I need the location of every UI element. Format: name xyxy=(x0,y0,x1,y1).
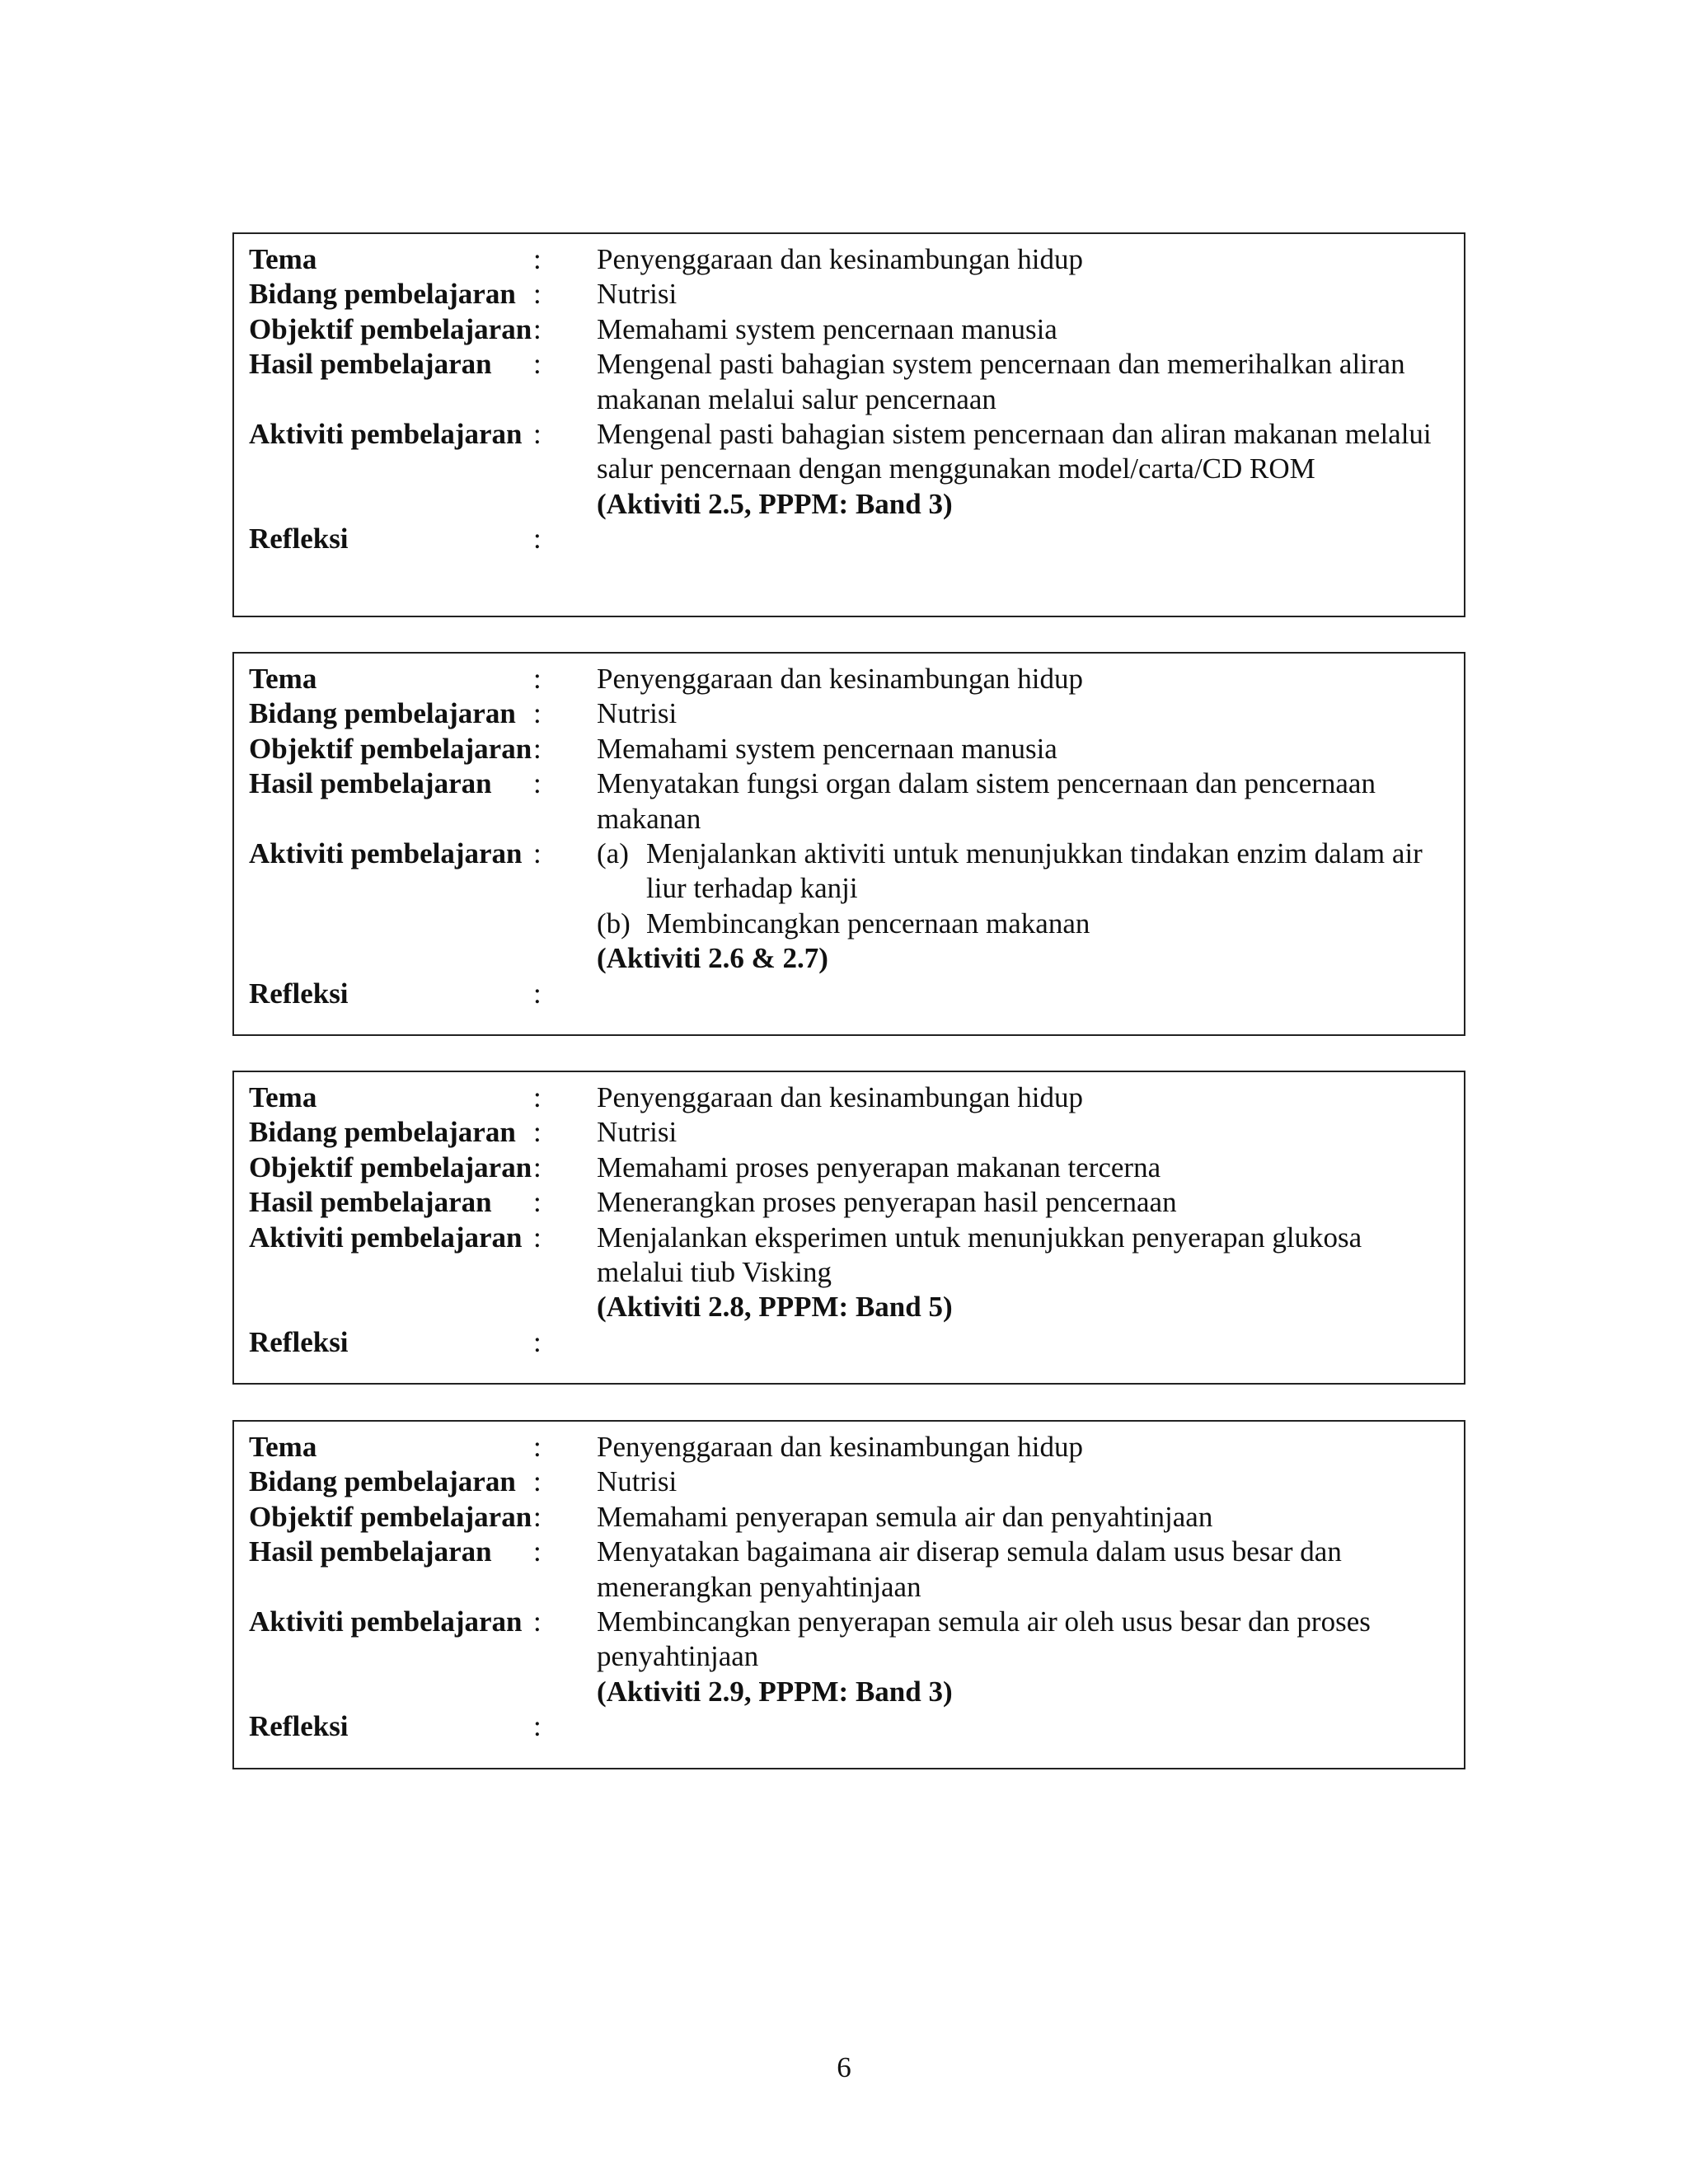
aktiviti-text: Mengenal pasti bahagian sistem pencernaan dan aliran makanan melalui salur pencernaan dengan menggunakan model/carta/CD ROM xyxy=(597,418,1432,485)
value-objektif: Memahami system pencernaan manusia xyxy=(597,312,1057,345)
label-hasil: Hasil pembelajaran xyxy=(249,1186,492,1219)
colon: : xyxy=(533,523,542,555)
label-hasil: Hasil pembelajaran xyxy=(249,1535,492,1568)
value-bidang: Nutrisi xyxy=(597,278,678,311)
colon: : xyxy=(533,1465,542,1498)
label-bidang: Bidang pembelajaran xyxy=(249,1465,516,1498)
value-tema: Penyenggaraan dan kesinambungan hidup xyxy=(597,243,1083,275)
colon: : xyxy=(533,1151,542,1183)
row-bidang xyxy=(249,1115,1451,1150)
colon: : xyxy=(533,1431,542,1463)
row-bidang xyxy=(249,696,1451,731)
colon: : xyxy=(533,1535,542,1568)
lesson-box-3 xyxy=(232,1071,1465,1385)
value-aktiviti xyxy=(597,1221,1451,1325)
row-bidang xyxy=(249,277,1451,312)
colon: : xyxy=(533,1710,542,1743)
label-hasil: Hasil pembelajaran xyxy=(249,348,492,381)
row-objektif xyxy=(249,1500,1451,1535)
colon: : xyxy=(533,243,542,275)
value-hasil: Menyatakan fungsi organ dalam sistem pencernaan dan pencernaan makanan xyxy=(597,767,1376,835)
value-refleksi xyxy=(597,977,1451,1011)
value-refleksi xyxy=(597,522,1451,556)
label-aktiviti: Aktiviti pembelajaran xyxy=(249,418,523,451)
value-hasil: Menerangkan proses penyerapan hasil pencernaan xyxy=(597,1186,1177,1219)
item-text: Membincangkan pencernaan makanan xyxy=(646,907,1090,940)
aktiviti-reference: (Aktiviti 2.6 & 2.7) xyxy=(597,942,828,975)
colon: : xyxy=(533,278,542,311)
row-hasil xyxy=(249,766,1451,837)
row-tema xyxy=(249,662,1451,696)
value-tema: Penyenggaraan dan kesinambungan hidup xyxy=(597,663,1083,695)
label-bidang: Bidang pembelajaran xyxy=(249,278,516,311)
aktiviti-reference: (Aktiviti 2.8, PPPM: Band 5) xyxy=(597,1291,953,1324)
label-tema: Tema xyxy=(249,243,317,275)
label-objektif: Objektif pembelajaran xyxy=(249,1151,532,1183)
colon: : xyxy=(533,767,542,800)
value-bidang: Nutrisi xyxy=(597,697,678,730)
colon: : xyxy=(533,1081,542,1113)
colon: : xyxy=(533,1186,542,1219)
item-marker: (b) xyxy=(597,907,631,940)
row-refleksi xyxy=(249,1325,1451,1360)
aktiviti-text: Membincangkan penyerapan semula air oleh usus besar dan proses penyahtinjaan xyxy=(597,1605,1371,1673)
label-refleksi: Refleksi xyxy=(249,1325,349,1358)
row-refleksi xyxy=(249,522,1451,556)
colon: : xyxy=(533,1221,542,1254)
label-refleksi: Refleksi xyxy=(249,1710,349,1743)
value-bidang: Nutrisi xyxy=(597,1465,678,1498)
label-bidang: Bidang pembelajaran xyxy=(249,1116,516,1149)
value-refleksi xyxy=(597,1709,1451,1744)
label-tema: Tema xyxy=(249,663,317,695)
value-aktiviti xyxy=(597,1605,1451,1709)
colon: : xyxy=(533,418,542,451)
lesson-box-1 xyxy=(232,232,1465,617)
row-tema xyxy=(249,1430,1451,1465)
item-text: Menjalankan aktiviti untuk menunjukkan tindakan enzim dalam air liur terhadap kanji xyxy=(646,837,1423,905)
aktiviti-reference: (Aktiviti 2.9, PPPM: Band 3) xyxy=(597,1675,953,1708)
value-aktiviti xyxy=(597,417,1451,522)
label-refleksi: Refleksi xyxy=(249,977,349,1010)
row-tema xyxy=(249,242,1451,277)
label-tema: Tema xyxy=(249,1431,317,1463)
row-bidang xyxy=(249,1465,1451,1499)
value-aktiviti xyxy=(597,837,1451,977)
label-aktiviti: Aktiviti pembelajaran xyxy=(249,837,523,870)
label-refleksi: Refleksi xyxy=(249,523,349,555)
aktiviti-item xyxy=(597,837,1451,907)
row-aktiviti xyxy=(249,1221,1451,1325)
colon: : xyxy=(533,1500,542,1533)
value-objektif: Memahami penyerapan semula air dan penyahtinjaan xyxy=(597,1500,1213,1533)
row-objektif xyxy=(249,312,1451,347)
value-tema: Penyenggaraan dan kesinambungan hidup xyxy=(597,1081,1083,1113)
item-marker: (a) xyxy=(597,837,629,870)
colon: : xyxy=(533,732,542,765)
row-tema xyxy=(249,1080,1451,1115)
aktiviti-item xyxy=(597,907,1451,941)
label-tema: Tema xyxy=(249,1081,317,1113)
colon: : xyxy=(533,697,542,730)
row-objektif xyxy=(249,1151,1451,1185)
aktiviti-reference: (Aktiviti 2.5, PPPM: Band 3) xyxy=(597,487,953,520)
value-objektif: Memahami system pencernaan manusia xyxy=(597,732,1057,765)
row-objektif xyxy=(249,732,1451,766)
value-hasil: Menyatakan bagaimana air diserap semula dalam usus besar dan menerangkan penyahtinjaan xyxy=(597,1535,1342,1603)
row-refleksi xyxy=(249,977,1451,1011)
value-hasil: Mengenal pasti bahagian system pencernaan dan memerihalkan aliran makanan melalui salur pencernaan xyxy=(597,348,1405,415)
colon: : xyxy=(533,663,542,695)
label-aktiviti: Aktiviti pembelajaran xyxy=(249,1221,523,1254)
colon: : xyxy=(533,837,542,870)
row-refleksi xyxy=(249,1709,1451,1744)
label-hasil: Hasil pembelajaran xyxy=(249,767,492,800)
aktiviti-text: Menjalankan eksperimen untuk menunjukkan penyerapan glukosa melalui tiub Visking xyxy=(597,1221,1362,1289)
page-number: 6 xyxy=(837,2051,851,2083)
colon: : xyxy=(533,1116,542,1149)
row-aktiviti xyxy=(249,837,1451,977)
colon: : xyxy=(533,348,542,381)
value-refleksi xyxy=(597,1325,1451,1360)
label-objektif: Objektif pembelajaran xyxy=(249,1500,532,1533)
row-hasil xyxy=(249,347,1451,417)
colon: : xyxy=(533,312,542,345)
label-objektif: Objektif pembelajaran xyxy=(249,732,532,765)
lesson-box-2 xyxy=(232,652,1465,1036)
lesson-box-4 xyxy=(232,1420,1465,1769)
value-bidang: Nutrisi xyxy=(597,1116,678,1149)
label-objektif: Objektif pembelajaran xyxy=(249,312,532,345)
row-aktiviti xyxy=(249,417,1451,522)
row-hasil xyxy=(249,1535,1451,1605)
row-aktiviti xyxy=(249,1605,1451,1709)
colon: : xyxy=(533,1325,542,1358)
row-hasil xyxy=(249,1185,1451,1220)
value-objektif: Memahami proses penyerapan makanan tercerna xyxy=(597,1151,1161,1183)
value-tema: Penyenggaraan dan kesinambungan hidup xyxy=(597,1431,1083,1463)
label-aktiviti: Aktiviti pembelajaran xyxy=(249,1605,523,1638)
colon: : xyxy=(533,977,542,1010)
label-bidang: Bidang pembelajaran xyxy=(249,697,516,730)
colon: : xyxy=(533,1605,542,1638)
